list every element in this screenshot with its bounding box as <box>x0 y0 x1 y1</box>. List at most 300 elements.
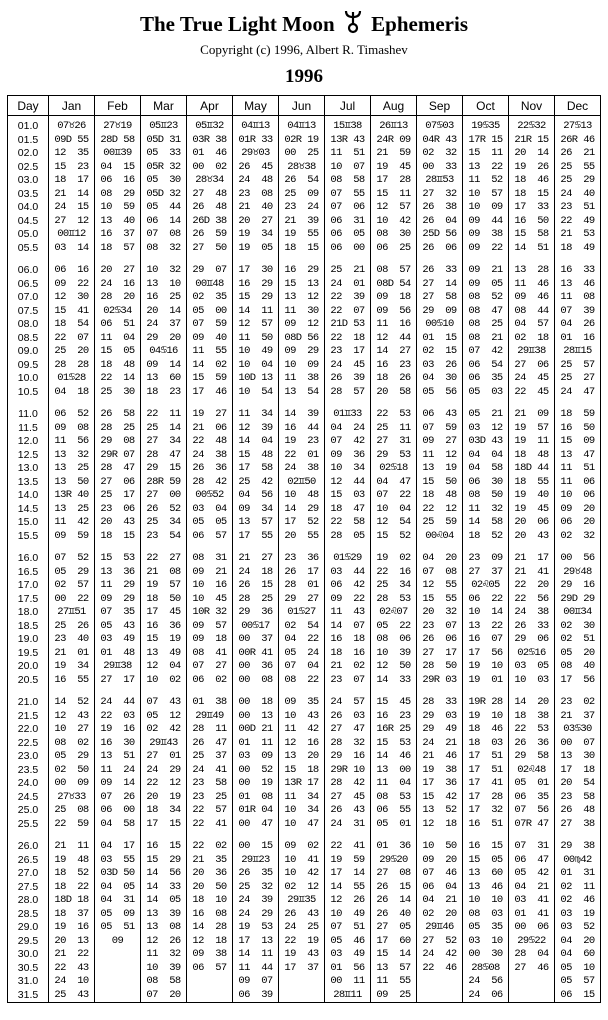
day-value: 21.0 <box>17 696 39 708</box>
moon-position: 20 50 <box>192 880 227 893</box>
moon-position: 16 23 <box>376 358 411 371</box>
moon-position: 00 11 <box>330 975 365 987</box>
moon-position: 00 52 <box>238 763 273 776</box>
group-separator <box>417 543 462 552</box>
moon-position: 07 08 <box>146 228 181 240</box>
moon-position: 18 52 <box>468 529 503 542</box>
moon-position: 04 58 <box>100 817 135 830</box>
moon-position: 01 56 <box>330 961 365 974</box>
moon-position: 24 25 <box>284 921 319 933</box>
moon-position: 22 41 <box>192 817 227 830</box>
moon-position: 14 04 <box>238 435 273 447</box>
moon-position: 05 51 <box>100 921 135 933</box>
moon-position: 29♋22 <box>517 934 546 947</box>
moon-position: 11 12 <box>422 448 457 461</box>
moon-position: 18 52 <box>54 867 89 879</box>
moon-position <box>279 989 324 1003</box>
moon-position: 19 10 <box>468 709 503 722</box>
moon-position: 06 42 <box>330 579 365 591</box>
moon-position: 10 45 <box>192 592 227 605</box>
moon-position: 01♋27 <box>287 606 316 618</box>
moon-position: 06 00 <box>100 804 135 816</box>
moon-position: 10 59 <box>100 201 135 213</box>
moon-position: 09 38 <box>192 948 227 960</box>
moon-position: 07 27 <box>192 660 227 672</box>
day-value: 25.0 <box>17 804 39 816</box>
moon-position: 28 28 <box>54 358 89 371</box>
moon-position: 00♋17 <box>241 619 270 632</box>
group-separator <box>95 399 140 408</box>
moon-position: 28 42 <box>330 777 365 789</box>
moon-position: 29 20 <box>146 331 181 344</box>
moon-position: 00♊39 <box>103 147 132 159</box>
moon-position: 20 58 <box>376 385 411 398</box>
moon-position: 06 57 <box>192 961 227 974</box>
moon-position: 24 45 <box>330 358 365 371</box>
moon-position: 16 29 <box>284 264 319 276</box>
moon-position: 25 21 <box>330 264 365 276</box>
moon-position: 24 01 <box>330 277 365 290</box>
moon-position: 06 31 <box>330 214 365 227</box>
moon-position: 02 51 <box>560 633 595 645</box>
moon-position: 02♌48 <box>517 763 546 776</box>
day-value: 21.5 <box>17 709 39 722</box>
moon-position: 16 15 <box>468 840 503 852</box>
moon-position: 19 26 <box>514 160 549 173</box>
moon-position: 04 17 <box>100 840 135 852</box>
moon-position: 20 27 <box>100 264 135 276</box>
moon-position: 04 18 <box>54 385 89 398</box>
moon-position: 14 55 <box>330 880 365 893</box>
moon-position: 25 30 <box>100 385 135 398</box>
day-value: 11.5 <box>18 421 38 434</box>
moon-position: 13 51 <box>100 750 135 762</box>
moon-position: 26 54 <box>284 174 319 186</box>
moon-position: 26 06 <box>422 633 457 645</box>
moon-position: 13 12 <box>284 291 319 303</box>
moon-position: 09 12 <box>284 318 319 330</box>
day-value: 11.0 <box>18 408 38 420</box>
moon-position: 04♋16 <box>149 345 178 357</box>
moon-position: 05 09 <box>100 907 135 920</box>
moon-position: 01 16 <box>560 331 595 344</box>
day-value: 19.5 <box>17 646 39 659</box>
moon-position: 19 05 <box>238 241 273 254</box>
moon-position: 25 26 <box>54 619 89 632</box>
moon-position: 12 30 <box>54 291 89 303</box>
moon-position: 15 03 <box>330 489 365 501</box>
moon-position: 20 19 <box>146 790 181 803</box>
column-header: Jan <box>49 96 95 116</box>
moon-position: 00 56 <box>560 552 595 564</box>
month-column <box>325 116 371 1003</box>
moon-position: 05 20 <box>560 646 595 659</box>
moon-position: 24 16 <box>100 277 135 290</box>
day-value: 20.5 <box>17 673 39 686</box>
moon-position: 21 08 <box>146 565 181 578</box>
moon-position: 18 46 <box>468 723 503 735</box>
moon-position: 25 57 <box>560 358 595 371</box>
moon-position: 09 <box>111 934 124 947</box>
moon-position <box>509 975 554 989</box>
uranus-symbol-icon <box>343 10 363 40</box>
moon-position: 11 04 <box>100 331 135 344</box>
moon-position: 23 17 <box>330 345 365 357</box>
moon-position: 28 47 <box>146 448 181 461</box>
moon-position: 23 08 <box>238 187 273 200</box>
moon-position: 27 12 <box>54 214 89 227</box>
moon-position <box>417 975 462 989</box>
moon-position: 03♋30 <box>563 723 592 735</box>
moon-position: 26 38 <box>422 201 457 213</box>
moon-position: 15 53 <box>376 736 411 749</box>
moon-position: 29D 29 <box>560 592 595 605</box>
moon-position: 07 51 <box>330 921 365 933</box>
moon-position: 08 06 <box>376 633 411 645</box>
moon-position: 16 50 <box>514 214 549 227</box>
moon-position: 29 16 <box>330 750 365 762</box>
moon-position: 06 00 <box>330 241 365 254</box>
moon-position: 14 20 <box>514 696 549 708</box>
moon-position: 02♋18 <box>379 462 408 474</box>
moon-position: 27 38 <box>560 817 595 830</box>
moon-position: 12 04 <box>146 660 181 672</box>
moon-position: 10 16 <box>192 579 227 591</box>
moon-position: 27♉19 <box>103 120 132 132</box>
moon-position: 03 09 <box>238 750 273 762</box>
moon-position: 21 01 <box>54 646 89 659</box>
month-column <box>509 116 555 1003</box>
moon-position: 19 34 <box>238 228 273 240</box>
day-value: 14.5 <box>17 502 39 515</box>
moon-position: 11 55 <box>192 345 227 357</box>
moon-position: 22 43 <box>54 961 89 974</box>
moon-position: 22 11 <box>146 408 181 420</box>
moon-position: 26 03 <box>330 709 365 722</box>
moon-position: 27♋13 <box>563 120 592 132</box>
moon-position: 09 18 <box>192 633 227 645</box>
moon-position: 25 14 <box>146 421 181 434</box>
moon-position: 07 31 <box>514 840 549 852</box>
moon-position: 07 55 <box>330 187 365 200</box>
day-value: 16.5 <box>17 565 39 578</box>
moon-position: 11 42 <box>284 723 319 735</box>
moon-position: 09 35 <box>284 696 319 708</box>
moon-position: 13 52 <box>422 804 457 816</box>
moon-position: 00♋52 <box>195 489 224 501</box>
moon-position: 14 39 <box>284 408 319 420</box>
moon-position: 22 07 <box>330 304 365 317</box>
moon-position: 04 04 <box>468 448 503 461</box>
moon-position: 13 46 <box>468 880 503 893</box>
moon-position: 21 09 <box>514 408 549 420</box>
moon-position: 21 27 <box>238 552 273 564</box>
moon-position: 05 42 <box>514 867 549 879</box>
moon-position: 00 02 <box>192 160 227 173</box>
moon-position: 24 31 <box>330 817 365 830</box>
moon-position: 02 12 <box>284 880 319 893</box>
moon-position: 08 25 <box>468 318 503 330</box>
moon-position: 04♊13 <box>241 120 270 132</box>
moon-position: 12 54 <box>376 516 411 528</box>
group-separator <box>233 255 278 264</box>
moon-position: 28♊15 <box>563 345 592 357</box>
moon-position: 22 12 <box>146 777 181 789</box>
moon-position: 00 09 <box>54 777 89 789</box>
moon-position: 09 59 <box>54 529 89 542</box>
day-value: 17.5 <box>17 592 39 605</box>
moon-position: 02 30 <box>560 619 595 632</box>
moon-position: 26D 38 <box>192 214 227 227</box>
moon-position: 29♊23 <box>241 853 270 866</box>
column-header: Apr <box>187 96 233 116</box>
group-separator <box>233 543 278 552</box>
moon-position: 17 52 <box>284 516 319 528</box>
moon-position: 28 04 <box>514 948 549 960</box>
day-value: 18.0 <box>17 606 39 618</box>
moon-position: 09 29 <box>284 345 319 357</box>
moon-position: 26 47 <box>192 736 227 749</box>
moon-position: 19 45 <box>514 502 549 515</box>
moon-position: 25 32 <box>238 880 273 893</box>
moon-position: 06 57 <box>192 529 227 542</box>
moon-position: 06 30 <box>468 475 503 488</box>
moon-position: 28R 59 <box>146 475 181 488</box>
moon-position: 27 48 <box>192 187 227 200</box>
moon-position <box>95 975 140 989</box>
moon-position: 02 50 <box>54 763 89 776</box>
day-value: 31.0 <box>17 975 39 987</box>
moon-position: 27 00 <box>146 489 181 501</box>
moon-position: 12 55 <box>422 579 457 591</box>
moon-position: 22 02 <box>192 840 227 852</box>
moon-position: 02 32 <box>422 147 457 159</box>
moon-position: 19 45 <box>376 160 411 173</box>
moon-position: 13 25 <box>54 502 89 515</box>
moon-position: 10 04 <box>376 502 411 515</box>
title-text-before: The True Light Moon <box>140 12 335 36</box>
moon-position: 21 06 <box>192 421 227 434</box>
moon-position: 22 16 <box>376 565 411 578</box>
moon-position <box>417 989 462 1003</box>
moon-position: 24 42 <box>422 948 457 960</box>
moon-position: 17 14 <box>330 867 365 879</box>
moon-position: 14 05 <box>146 894 181 906</box>
moon-position: 29 27 <box>284 592 319 605</box>
day-value: 10.5 <box>17 385 39 398</box>
moon-position: 18 17 <box>54 174 89 186</box>
moon-position: 00 47 <box>238 817 273 830</box>
moon-position: 24 38 <box>514 606 549 618</box>
column-header: Dec <box>555 96 601 116</box>
moon-position: 22 45 <box>514 385 549 398</box>
moon-position: 09 22 <box>468 241 503 254</box>
month-column <box>49 116 95 1003</box>
group-separator <box>141 687 186 696</box>
day-value: 09.0 <box>17 345 39 357</box>
moon-position: 12 39 <box>238 421 273 434</box>
moon-position: 18 57 <box>100 241 135 254</box>
moon-position: 25 55 <box>560 160 595 173</box>
moon-position: 26 52 <box>146 502 181 515</box>
moon-position: 05♊32 <box>195 120 224 132</box>
moon-position: 19 43 <box>284 948 319 960</box>
moon-position: 29 36 <box>238 606 273 618</box>
moon-position: 01 31 <box>560 867 595 879</box>
moon-position: 06 16 <box>100 174 135 186</box>
moon-position: 00 15 <box>238 840 273 852</box>
moon-position: 29♊38 <box>103 660 132 672</box>
moon-position: 03 05 <box>514 660 549 672</box>
group-separator <box>233 399 278 408</box>
moon-position: 17 55 <box>238 529 273 542</box>
moon-position: 27 08 <box>376 867 411 879</box>
group-separator <box>49 831 94 840</box>
moon-position: 08 52 <box>468 291 503 303</box>
moon-position: 04 58 <box>468 462 503 474</box>
group-separator <box>371 255 416 264</box>
moon-position: 06 14 <box>146 214 181 227</box>
moon-position: 14 11 <box>238 948 273 960</box>
moon-position: 08 58 <box>330 174 365 186</box>
moon-position: 15 11 <box>376 187 411 200</box>
moon-position: 10R 32 <box>192 606 227 618</box>
moon-position: 21 46 <box>422 750 457 762</box>
moon-position: 05 00 <box>192 304 227 317</box>
moon-position: 12 26 <box>330 894 365 906</box>
moon-position: 15♊38 <box>333 120 362 132</box>
moon-position: 16 36 <box>146 619 181 632</box>
moon-position: 17 41 <box>468 777 503 789</box>
moon-position: 09 34 <box>238 502 273 515</box>
moon-position: 18 54 <box>54 318 89 330</box>
moon-position: 17 32 <box>468 804 503 816</box>
moon-position: 17 33 <box>514 201 549 213</box>
group-separator <box>417 831 462 840</box>
moon-position: 06 54 <box>468 358 503 371</box>
moon-position: 28♋08 <box>471 961 500 974</box>
moon-position: 20 14 <box>514 147 549 159</box>
moon-position: 16 33 <box>560 264 595 276</box>
month-column <box>233 116 279 1003</box>
moon-position: 10 49 <box>330 907 365 920</box>
moon-position: 27 32 <box>422 187 457 200</box>
moon-position: 05 35 <box>468 921 503 933</box>
moon-position: 05 33 <box>146 147 181 159</box>
moon-position: 12 50 <box>376 660 411 672</box>
day-value: 19.0 <box>17 633 39 645</box>
moon-position <box>187 989 232 1003</box>
moon-position: 29♊38 <box>517 345 546 357</box>
moon-position: 22 20 <box>514 579 549 591</box>
moon-position: 24 21 <box>422 736 457 749</box>
moon-position: 11 51 <box>560 462 595 474</box>
moon-position: 09 25 <box>376 988 411 1001</box>
moon-position: 13 19 <box>422 462 457 474</box>
moon-position: 13 54 <box>284 385 319 398</box>
group-separator <box>417 399 462 408</box>
moon-position: 24 48 <box>238 174 273 186</box>
moon-position: 27 52 <box>422 934 457 947</box>
moon-position: 11 34 <box>284 790 319 803</box>
moon-position: 11 46 <box>514 277 549 290</box>
moon-position: 12 43 <box>54 709 89 722</box>
moon-position: 17 56 <box>468 646 503 659</box>
moon-position: 12 44 <box>376 331 411 344</box>
moon-position: 11 51 <box>330 147 365 159</box>
day-value: 03.0 <box>17 174 39 186</box>
column-header: Sep <box>417 96 463 116</box>
group-separator <box>555 399 600 408</box>
moon-position: 00 30 <box>468 948 503 960</box>
moon-position: 26 48 <box>192 201 227 213</box>
moon-position: 29♋20 <box>379 853 408 866</box>
group-separator <box>233 687 278 696</box>
moon-position: 14 02 <box>192 358 227 371</box>
moon-position: 22 18 <box>330 331 365 344</box>
moon-position: 15 29 <box>146 853 181 866</box>
moon-position: 27♉33 <box>57 790 86 803</box>
moon-position: 01♋28 <box>57 372 86 384</box>
moon-position: 06 16 <box>54 264 89 276</box>
moon-position: 04 26 <box>560 318 595 330</box>
day-value: 23.0 <box>17 750 39 762</box>
moon-position: 01 36 <box>376 840 411 852</box>
moon-position: 19 40 <box>514 489 549 501</box>
moon-position: 24 40 <box>560 187 595 200</box>
moon-position: 11 38 <box>284 372 319 384</box>
moon-position: 00♋10 <box>425 318 454 330</box>
month-column <box>141 116 187 1003</box>
moon-position: 03 44 <box>330 565 365 578</box>
moon-position: 23 07 <box>330 673 365 686</box>
moon-position: 16 44 <box>284 421 319 434</box>
moon-position: 03 41 <box>514 894 549 906</box>
moon-position: 17 30 <box>238 264 273 276</box>
moon-position: 06 25 <box>376 241 411 254</box>
moon-position: 22 01 <box>284 448 319 461</box>
moon-position: 16 51 <box>468 817 503 830</box>
moon-position: 26 15 <box>238 579 273 591</box>
page-title <box>0 10 608 40</box>
moon-position: 28 25 <box>238 592 273 605</box>
day-value: 06.5 <box>17 277 39 290</box>
moon-position: 06 43 <box>422 408 457 420</box>
moon-position: 15 11 <box>468 147 503 159</box>
moon-position: 11 30 <box>284 304 319 317</box>
moon-position: 02 15 <box>422 345 457 357</box>
group-separator <box>463 687 508 696</box>
moon-position: 28 32 <box>330 736 365 749</box>
moon-position: 18 59 <box>560 408 595 420</box>
column-header: Feb <box>95 96 141 116</box>
group-separator <box>187 831 232 840</box>
moon-position: 01 41 <box>514 907 549 920</box>
moon-position: 07♋03 <box>425 120 454 132</box>
moon-position: 26 06 <box>422 241 457 254</box>
moon-position: 11 06 <box>560 475 595 488</box>
column-header: Aug <box>371 96 417 116</box>
day-value: 26.0 <box>17 840 39 852</box>
moon-position: 28♊53 <box>425 174 454 186</box>
moon-position: 16 18 <box>330 633 365 645</box>
moon-position: 09 22 <box>54 277 89 290</box>
moon-position: 21 17 <box>514 552 549 564</box>
moon-position: 19 57 <box>146 579 181 591</box>
moon-position: 17 51 <box>468 763 503 776</box>
moon-position: 19 57 <box>514 421 549 434</box>
moon-position: 29♉48 <box>563 565 592 578</box>
